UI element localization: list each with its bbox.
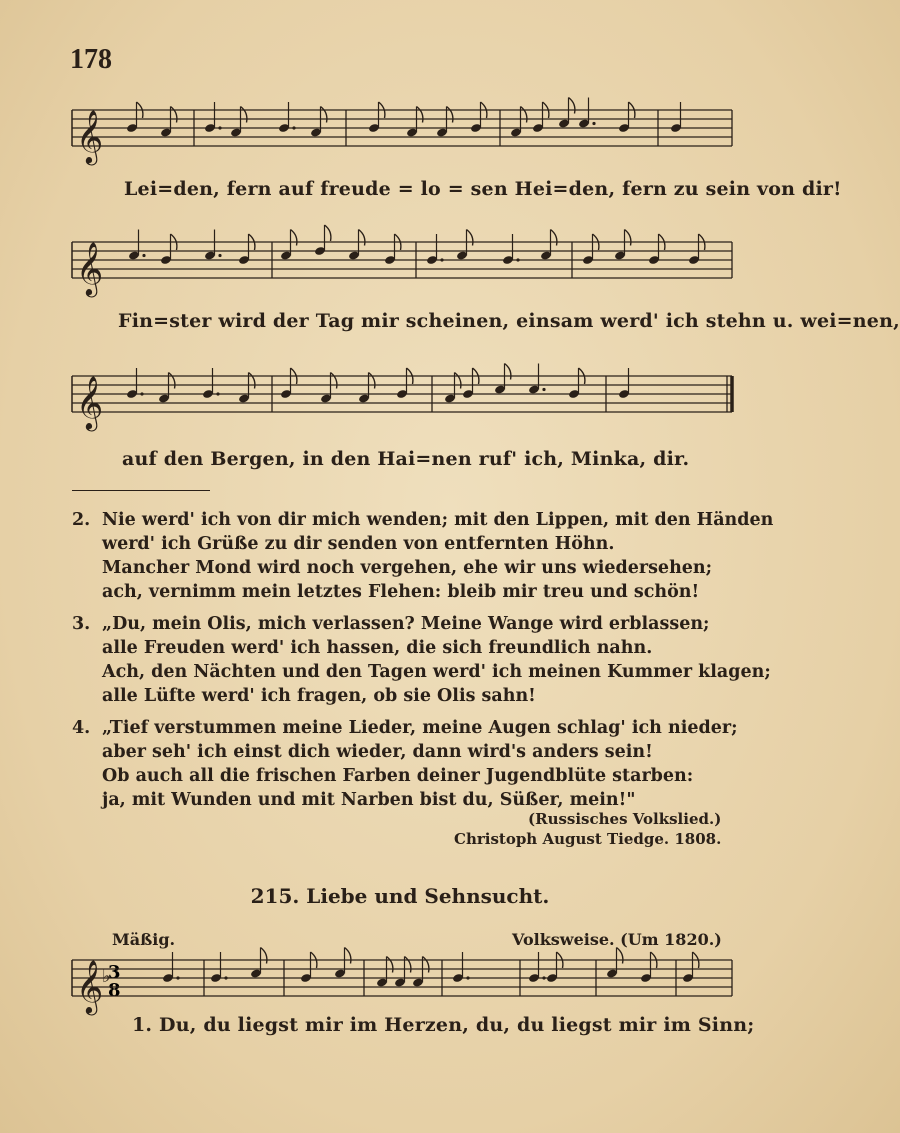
note [558,98,575,129]
treble-clef-icon: 𝄞 [76,241,104,295]
staff-notation [64,100,744,170]
note [456,230,473,261]
note [394,957,411,988]
note [162,952,180,983]
melody-source: Volksweise. (Um 1820.) [512,930,722,949]
verse-4 [72,716,752,812]
note [158,373,175,404]
note [280,230,297,261]
note [528,364,546,395]
note [204,102,222,133]
staff-lyric: 1. Du, du liegst mir im Herzen, du, du liegst mir im Sinn; [132,1014,755,1036]
note [376,957,393,988]
flat-icon: ♭ [102,966,111,987]
page-number: 178 [70,44,112,75]
note [606,948,623,979]
music-staff-2 [64,232,900,342]
note [502,234,520,265]
note [348,230,365,261]
section-divider [72,490,210,491]
verse-line: Mancher Mond wird noch vergehen, ehe wir uns wiedersehen; [102,558,713,578]
note [278,102,296,133]
verse-number: 2. [72,510,91,530]
music-staff-1 [64,100,842,210]
verse-line: alle Lüfte werd' ich fragen, ob sie Olis sahn! [102,686,536,706]
verse-number: 4. [72,718,91,738]
verse-line: „Du, mein Olis, mich verlassen? Meine Wange wird erblassen; [102,614,710,634]
note [358,373,375,404]
note [334,948,351,979]
treble-clef-icon: 𝄞 [76,959,104,1013]
music-staff-4 [64,950,755,1060]
verse-line: ja, mit Wunden und mit Narben bist du, Süßer, mein!" [102,790,636,810]
note [202,368,220,399]
note [160,107,177,138]
verse-line: ach, vernimm mein letztes Flehen: bleib mir treu und schön! [102,582,700,602]
verse-line: „Tief verstummen meine Lieder, meine Augen schlag' ich nieder; [102,718,738,738]
treble-clef-icon: 𝄞 [76,109,104,163]
note [406,107,423,138]
verse-number: 3. [72,614,91,634]
staff-lyric: auf den Bergen, in den Hai=nen ruf' ich, Minka, dir. [122,448,690,470]
note [614,230,631,261]
attribution-author: Christoph August Tiedge. 1808. [454,830,722,848]
note [618,368,630,399]
verse-line: Ob auch all die frischen Farben deiner Jugendblüte starben: [102,766,694,786]
time-signature-bottom: 8 [108,980,121,1001]
note [528,952,546,983]
staff-notation [64,950,744,1020]
verse-line: alle Freuden werd' ich hassen, die sich freundlich nahn. [102,638,653,658]
note [412,957,429,988]
time-signature-top: 3 [108,962,121,983]
note [436,107,453,138]
note [204,230,222,261]
note [494,364,511,395]
staff-lyric: Fin=ster wird der Tag mir scheinen, einsam werd' ich stehn u. wei=nen, [118,310,900,332]
note [126,368,144,399]
verse-line: aber seh' ich einst dich wieder, dann wird's anders sein! [102,742,653,762]
tempo-marking: Mäßig. [112,930,176,949]
note [426,234,444,265]
note [452,952,470,983]
verse-line: Nie werd' ich von dir mich wenden; mit den Lippen, mit den Händen [102,510,774,530]
staff-notation [64,366,744,436]
staff-notation [64,232,744,302]
verse-line: werd' ich Grüße zu dir senden von entfernten Höhn. [102,534,615,554]
music-staff-3 [64,366,744,476]
note [210,952,228,983]
note [310,107,327,138]
attribution-source: (Russisches Volkslied.) [528,810,722,828]
note [250,948,267,979]
note [444,373,461,404]
note [670,102,682,133]
verse-3 [72,612,771,708]
staff-lyric: Lei=den, fern auf freude = lo = sen Hei=den, fern zu sein von dir! [124,178,842,200]
note [510,107,527,138]
note [320,373,337,404]
song-title: 215. Liebe und Sehnsucht. [250,884,550,908]
note [238,373,255,404]
note [230,107,247,138]
note [128,230,146,261]
note [578,98,596,129]
note [540,230,557,261]
verse-line: Ach, den Nächten und den Tagen werd' ich meinen Kummer klagen; [102,662,771,682]
verse-2 [72,508,774,604]
treble-clef-icon: 𝄞 [76,375,104,429]
